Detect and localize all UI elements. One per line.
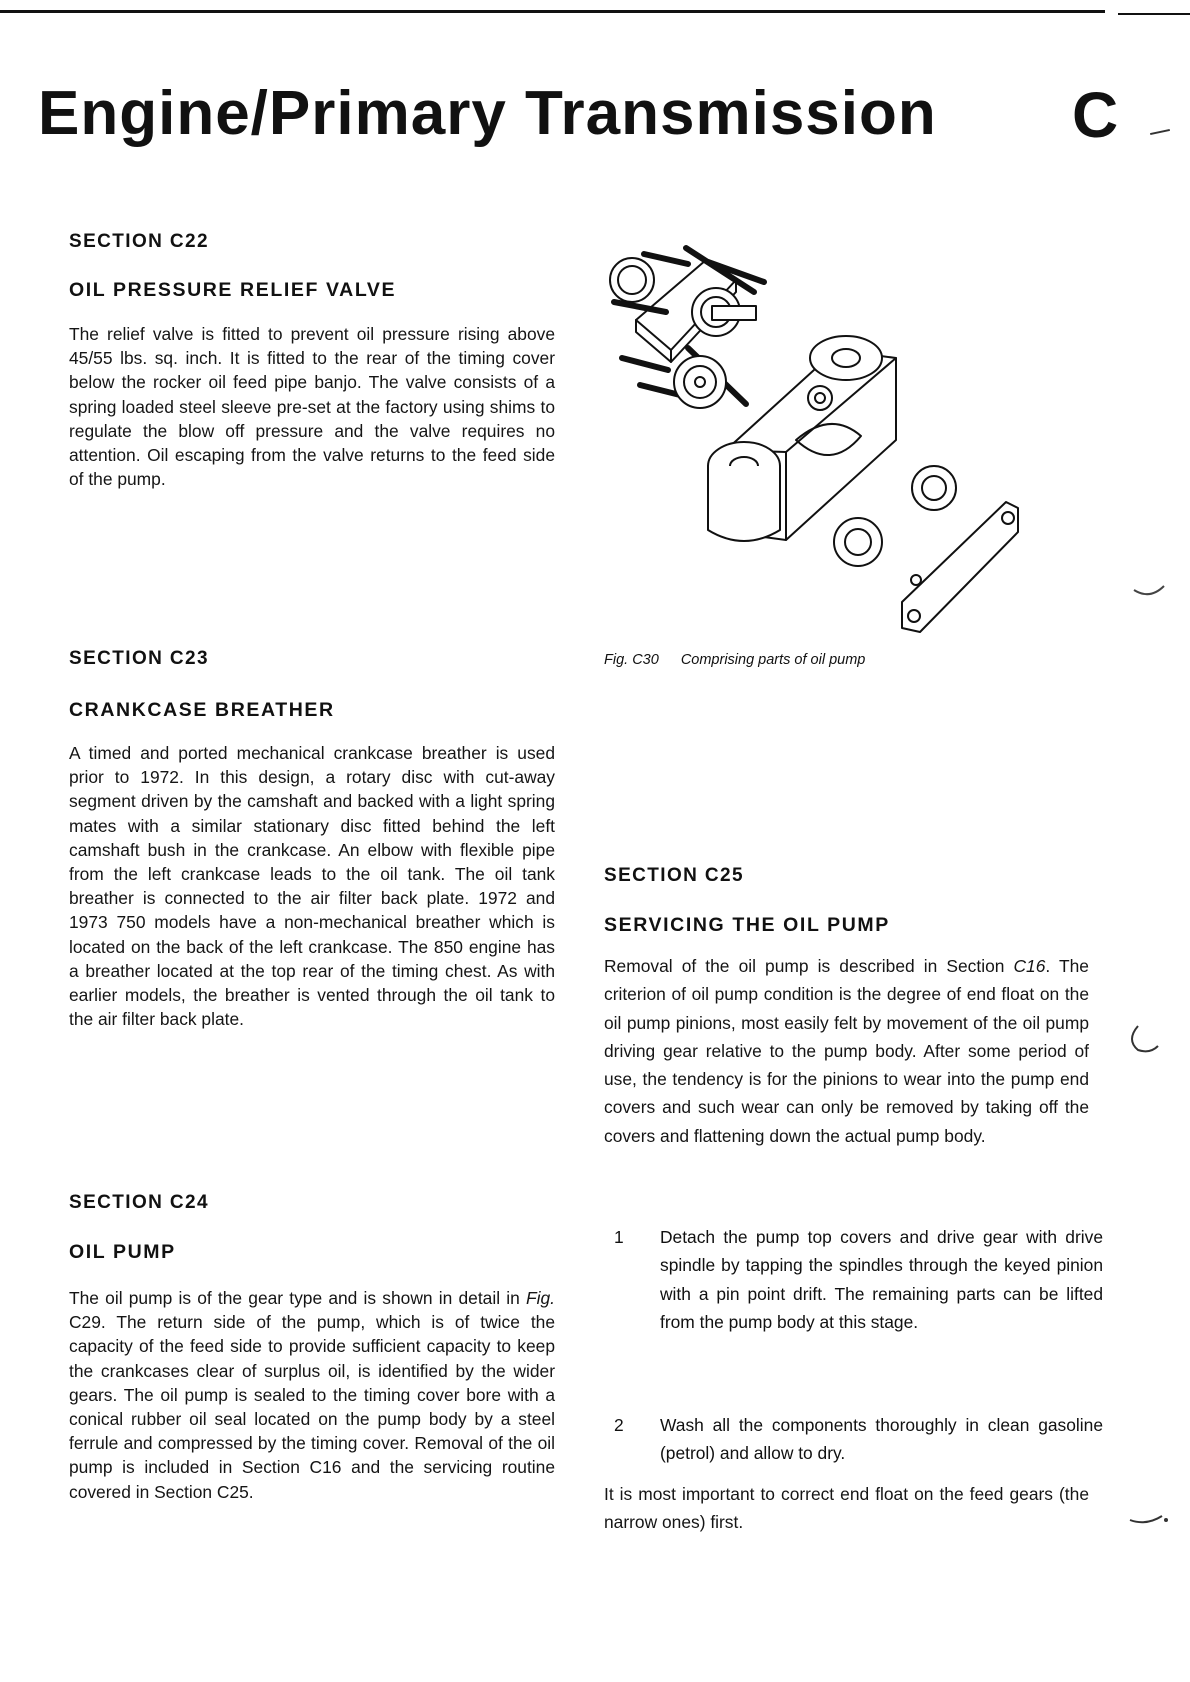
section-letter: C: [1072, 79, 1119, 151]
top-rule: [0, 10, 1105, 13]
section-c25-text-part2: . The criterion of oil pump condition is the degree of end float on the oil pump pinions, most easily felt by movement of the oil pump driving gear relative to the pump body. After some period of use, the tendency is for the pinions to wear into the pump end covers and such wear can only be removed by taking off the covers and flattening down the actual pump body.: [604, 956, 1089, 1146]
margin-mark: [1130, 560, 1170, 600]
section-c24-title: OIL PUMP: [69, 1241, 176, 1263]
section-c24-text-part2: C29. The return side of the pump, which is of twice the capacity of the feed side to provide sufficient capacity to keep the crankcases clear of surplus oil, is identified by the wider gears. The oil pump is sealed to the timing cover bore with a conical rubber oil seal located on the pump body by a steel ferrule and compressed by the timing cover. Removal of the oil pump is included in Section C16 and the servicing routine covered in Section C25.: [69, 1312, 555, 1502]
oil-pump-exploded-figure: [596, 240, 1090, 640]
section-c25-section-ref: C16: [1013, 956, 1046, 976]
step-number: 2: [614, 1415, 624, 1435]
section-c23-label: SECTION C23: [69, 648, 209, 669]
section-c22-label: SECTION C22: [69, 231, 209, 252]
section-c24-fig-ref: Fig.: [526, 1288, 555, 1308]
list-item: [614, 1411, 1104, 1471]
list-item: [614, 1223, 1104, 1343]
figure-caption-text: Comprising parts of oil pump: [680, 652, 866, 668]
section-c25-text: [604, 952, 1089, 1150]
figure-caption: [604, 652, 887, 668]
section-c24-label: SECTION C24: [69, 1192, 209, 1213]
step-text: Wash all the components thoroughly in clean gasoline (petrol) and allow to dry.: [660, 1415, 1103, 1464]
top-rule-right: [1118, 13, 1190, 15]
section-c24-text: [69, 1286, 555, 1504]
section-c23-title: CRANKCASE BREATHER: [69, 699, 335, 721]
figure-label: Fig. C30: [604, 652, 659, 668]
step-number: 1: [614, 1227, 624, 1247]
section-c24-text-part1: The oil pump is of the gear type and is shown in detail in: [69, 1288, 526, 1308]
margin-mark: [1124, 1020, 1164, 1060]
section-c22-title: OIL PRESSURE RELIEF VALVE: [69, 279, 397, 301]
section-c23-text: A timed and ported mechanical crankcase breather is used prior to 1972. In this design, a rotary disc with cut-away segment driven by the camshaft and backed with a light spring mates with a similar stationary disc fitted behind the left camshaft bush in the crankcase. An elbow with flexible pipe from the left crankcase leads to the oil tank. The oil tank breather is connected to the air filter back plate. 1972 and 1973 750 models have a non-mechanical breather which is located on the back of the left crankcase. The 850 engine has a breather located at the top rear of the timing chest. As with earlier models, the breather is vented through the oil tank to the air filter back plate.: [69, 743, 555, 1030]
margin-mark: [1150, 129, 1170, 135]
section-c25-title: SERVICING THE OIL PUMP: [604, 914, 890, 936]
section-c25-label: SECTION C25: [604, 865, 744, 886]
section-c25-text-part1: Removal of the oil pump is described in Section: [604, 956, 1014, 976]
page-title: Engine/Primary Transmission: [38, 79, 937, 148]
margin-mark: [1126, 1500, 1170, 1530]
step-text: Detach the pump top covers and drive gear with drive spindle by tapping the spindles through the keyed pinion with a pin point drift. The remaining parts can be lifted from the pump body at this stage.: [660, 1227, 1103, 1332]
section-c22-text: The relief valve is fitted to prevent oil pressure rising above 45/55 lbs. sq. inch. It is fitted to the rear of the timing cover below the rocker oil feed pipe banjo. The valve consists of a spring loaded steel sleeve pre-set at the factory using shims to regulate the blow off pressure and the valve requires no attention. Oil escaping from the valve returns to the feed side of the pump.: [69, 324, 555, 490]
section-c25-closing: It is most important to correct end float on the feed gears (the narrow ones) first.: [604, 1484, 1089, 1533]
